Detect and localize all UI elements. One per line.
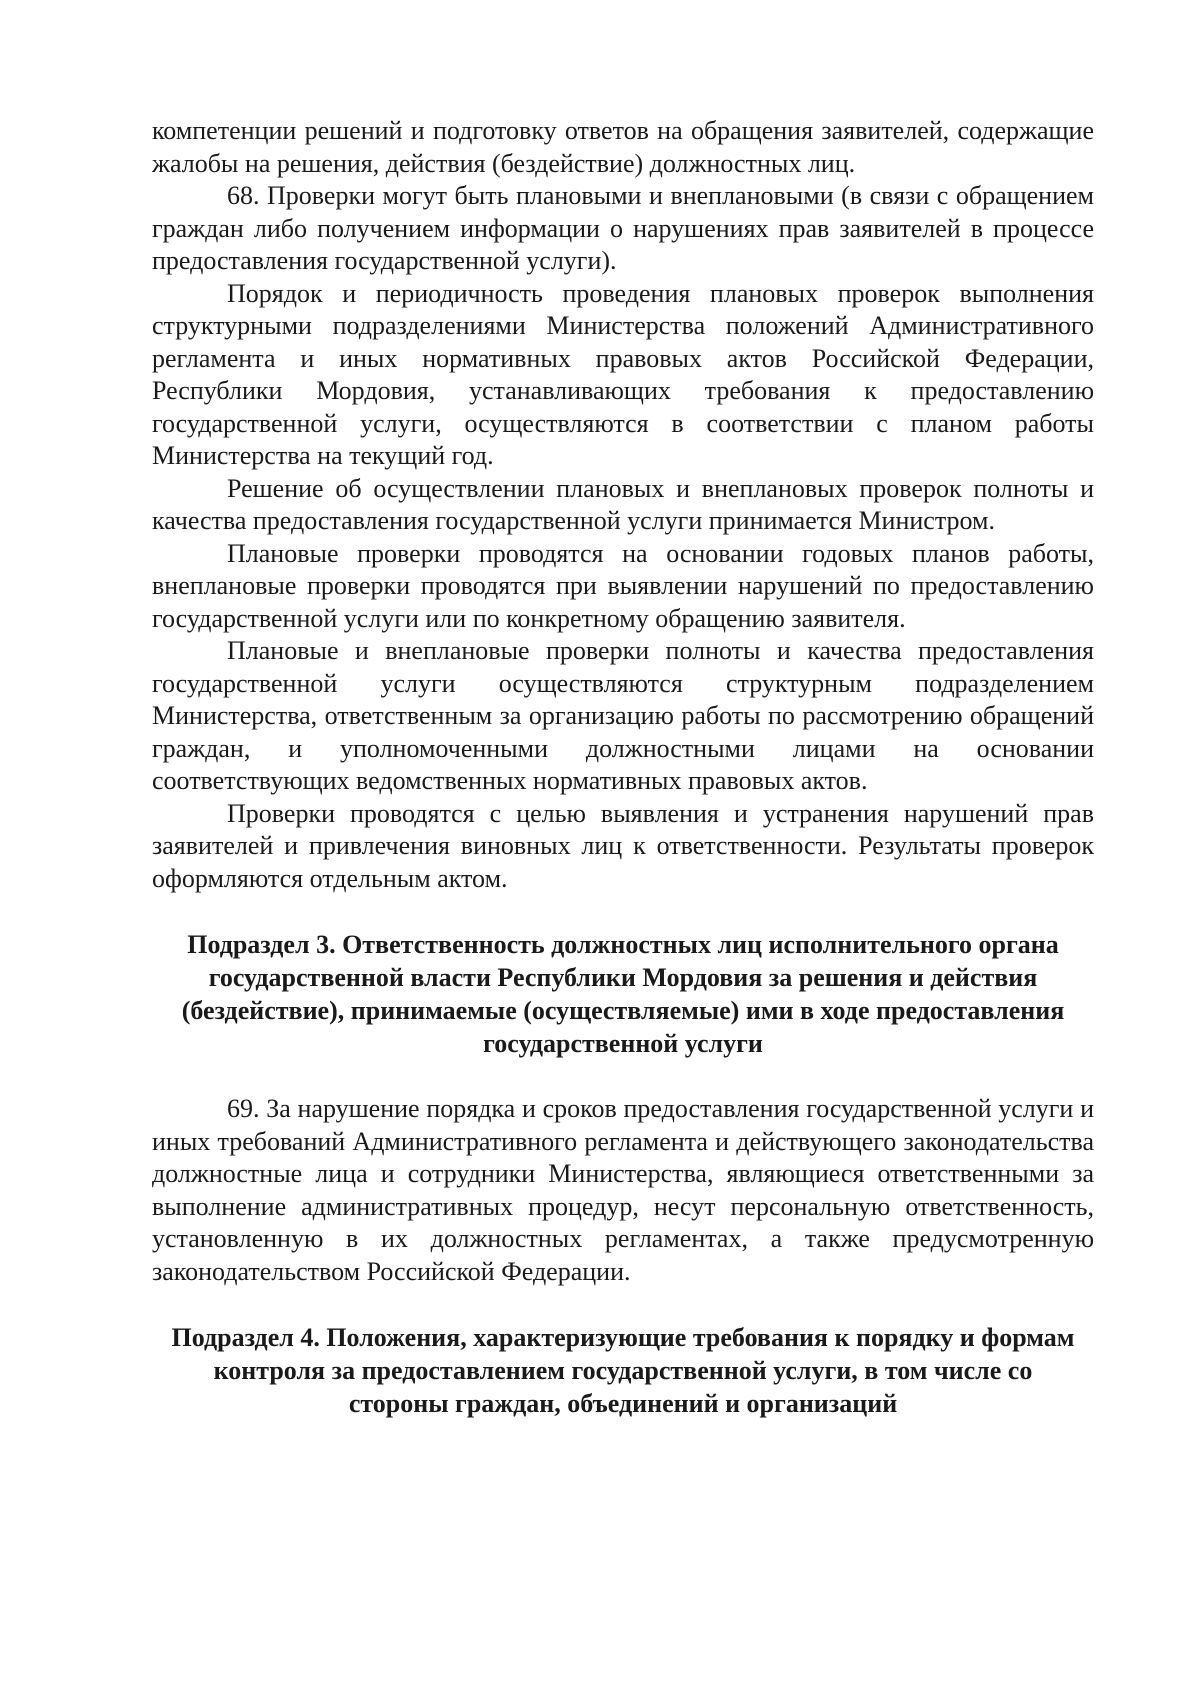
spacer: [152, 1288, 1094, 1321]
spacer: [152, 895, 1094, 928]
subsection-4-heading: Подраздел 4. Положения, характеризующие требования к порядку и формам контроля за предоставлением государственной услуги, в том числе со стороны граждан, объединений и организаций: [171, 1323, 1075, 1418]
spacer: [152, 1060, 1094, 1093]
document-page: [152, 115, 1094, 1595]
paragraph-inspection-order: Порядок и периодичность проведения плановых проверок выполнения структурными подразделениями Министерства положений Административного регламента и иных нормативных правовых актов Российской Федерации, Республики Мордовия, устанавливающих требования к предоставлению государственной услуги, осуществляются в соответствии с планом работы Министерства на текущий год.: [152, 278, 1094, 470]
paragraph-planned-inspections: Плановые проверки проводятся на основании годовых планов работы, внеплановые проверки проводятся при выявлении нарушений по предоставлению государственной услуги или по конкретному обращению заявителя.: [152, 538, 1094, 633]
paragraph-69: 69. За нарушение порядка и сроков предоставления государственной услуги и иных требований Административного регламента и действующего законодательства должностные лица и сотрудники Министерства, являющиеся ответственными за выполнение административных процедур, несут персональную ответственность, установленную в их должностных регламентах, а также предусмотренную законодательством Российской Федерации.: [152, 1094, 1094, 1286]
paragraph-68: 68. Проверки могут быть плановыми и внеплановыми (в связи с обращением граждан либо получением информации о нарушениях прав заявителей в процессе предоставления государственной услуги).: [152, 181, 1094, 275]
paragraph-continuation: компетенции решений и подготовку ответов на обращения заявителей, содержащие жалобы на решения, действия (бездействие) должностных лиц.: [152, 116, 1094, 178]
paragraph-inspection-decision: Решение об осуществлении плановых и внеплановых проверок полноты и качества предоставления государственной услуги принимается Министром.: [152, 473, 1094, 535]
paragraph-inspection-executors: Плановые и внеплановые проверки полноты и качества предоставления государственной услуги осуществляются структурным подразделением Министерства, ответственным за организацию работы по рассмотрению обращений граждан, и уполномоченными должностными лицами на основании соответствующих ведомственных нормативных правовых актов.: [152, 636, 1094, 795]
paragraph-inspection-purpose: Проверки проводятся с целью выявления и устранения нарушений прав заявителей и привлечения виновных лиц к ответственности. Результаты проверок оформляются отдельным актом.: [152, 798, 1094, 893]
subsection-3-heading: Подраздел 3. Ответственность должностных лиц исполнительного органа государственной власти Республики Мордовия за решения и действия (бездействие), принимаемые (осуществляемые) ими в ходе предоставления государственной услуги: [181, 930, 1065, 1058]
